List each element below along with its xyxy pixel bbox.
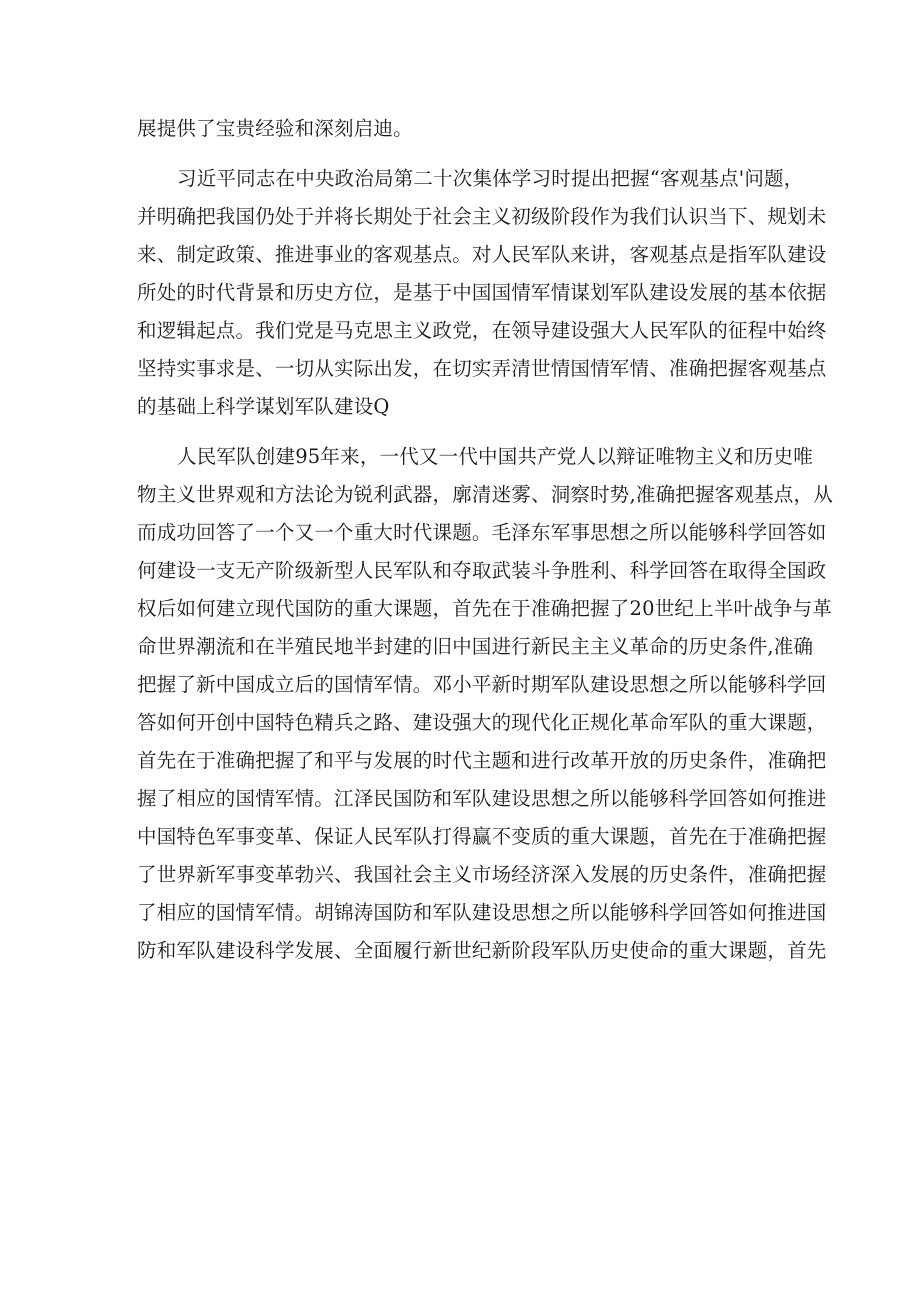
paragraph-line: 和逻辑起点。我们党是马克思主义政党，在领导建设强大人民军队的征程中始终 <box>137 319 827 342</box>
paragraph-line: 来、制定政策、推进事业的客观基点。对人民军队来讲，客观基点是指军队建设 <box>137 243 827 266</box>
paragraph-line: 了相应的国情军情。胡锦涛国防和军队建设思想之所以能够科学回答如何推进国 <box>137 901 827 924</box>
body-text <box>137 110 833 970</box>
paragraph-line: 握了相应的国情军情。江泽民国防和军队建设思想之所以能够科学回答如何推进 <box>137 787 827 810</box>
paragraph-line: 坚持实事求是、一切从实际出发，在切实弄清世情国情军情、准确把握客观基点 <box>137 357 827 380</box>
paragraph-line: 物主义世界观和方法论为锐利武器，廓清迷雾、洞察时势,准确把握客观基点，从 <box>137 483 833 506</box>
paragraph-line: 的基础上科学谋划军队建设Q <box>137 395 390 418</box>
paragraph-line: 所处的时代背景和历史方位，是基于中国国情军情谋划军队建设发展的基本依据 <box>137 281 827 304</box>
paragraph-line: 首先在于准确把握了和平与发展的时代主题和进行改革开放的历史条件，准确把 <box>137 749 827 772</box>
paragraph-line: 把握了新中国成立后的国情军情。邓小平新时期军队建设思想之所以能够科学回 <box>137 673 827 696</box>
paragraph-line: 答如何开创中国特色精兵之路、建设强大的现代化正规化革命军队的重大课题， <box>137 711 827 734</box>
paragraph-line: 人民军队创建95年来，一代又一代中国共产党人以辩证唯物主义和历史唯 <box>177 445 813 468</box>
paragraph-line: 并明确把我国仍处于并将长期处于社会主义初级阶段作为我们认识当下、规划未 <box>137 205 827 228</box>
paragraph-line: 中国特色军事变革、保证人民军队打得赢不变质的重大课题，首先在于准确把握 <box>137 825 827 848</box>
paragraph-line: 而成功回答了一个又一个重大时代课题。毛泽东军事思想之所以能够科学回答如 <box>137 521 827 544</box>
paragraph-line: 何建设一支无产阶级新型人民军队和夺取武装斗争胜利、科学回答在取得全国政 <box>137 559 827 582</box>
paragraph-line: 命世界潮流和在半殖民地半封建的旧中国进行新民主主义革命的历史条件,准确 <box>137 635 814 658</box>
paragraph-line: 习近平同志在中央政治局第二十次集体学习时提出把握“客观基点'问题， <box>177 167 804 190</box>
paragraph-line: 权后如何建立现代国防的重大课题，首先在于准确把握了20世纪上半叶战争与革 <box>137 597 833 620</box>
paragraph-line: 防和军队建设科学发展、全面履行新世纪新阶段军队历史使命的重大课题，首先 <box>137 939 827 962</box>
paragraph-line: 展提供了宝贵经验和深刻启迪。 <box>137 117 413 140</box>
paragraph-line: 了世界新军事变革勃兴、我国社会主义市场经济深入发展的历史条件，准确把握 <box>137 863 827 886</box>
